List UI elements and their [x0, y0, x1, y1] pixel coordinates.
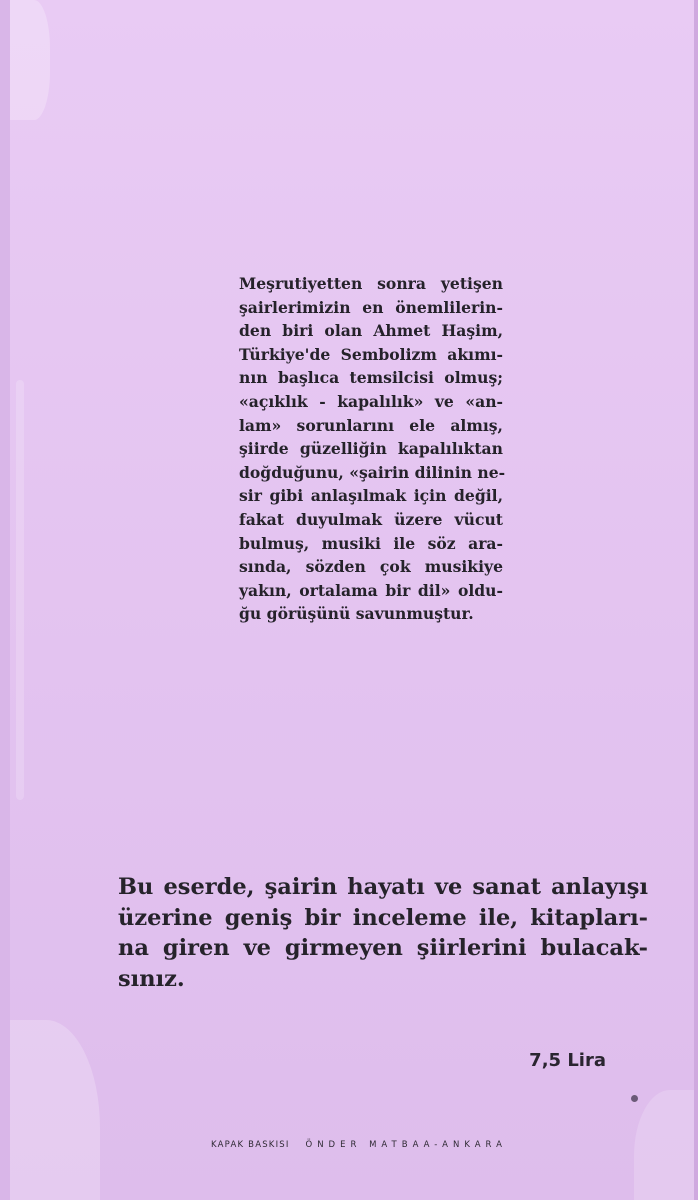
book-summary — [118, 872, 648, 994]
blurb-line: fakat duyulmak üzere vücut — [239, 509, 503, 529]
author-blurb — [239, 272, 506, 626]
summary-line: sınız. — [118, 965, 185, 992]
cover-wear-mark — [16, 380, 24, 800]
imprint-cover-printing: KAPAK BASKISI — [211, 1140, 290, 1150]
blurb-line: den biri olan Ahmet Haşim, — [239, 321, 503, 341]
blurb-line: lam» sorunlarını ele almış, — [239, 415, 503, 435]
blurb-line: doğduğunu, «şairin dilinin ne- — [239, 462, 506, 482]
summary-line: na giren ve girmeyen şiirlerini bulacak- — [118, 935, 648, 961]
blurb-line: Meşrutiyetten sonra yetişen — [239, 274, 503, 293]
print-dot — [631, 1095, 638, 1102]
blurb-line: şiirde güzelliğin kapalılıktan — [239, 439, 503, 459]
blurb-line: Türkiye'de Sembolizm akımı- — [239, 344, 503, 364]
blurb-line: sir gibi anlaşılmak için değil, — [239, 486, 503, 506]
summary-line: üzerine geniş bir inceleme ile, kitapları- — [118, 904, 648, 931]
cover-wear-mark — [10, 0, 50, 120]
blurb-line: yakın, ortalama bir dil» oldu- — [239, 580, 503, 600]
blurb-line: ğu görüşünü savunmuştur. — [239, 604, 474, 624]
blurb-line: nın başlıca temsilcisi olmuş; — [239, 368, 503, 388]
blurb-line: şairlerimizin en önemlilerin- — [239, 297, 503, 317]
blurb-line: bulmuş, musiki ile söz ara- — [239, 533, 503, 553]
blurb-line: sında, sözden çok musikiye — [239, 557, 503, 577]
blurb-line: «açıklık - kapalılık» ve «an- — [239, 391, 503, 411]
price-label: 7,5 Lira — [529, 1050, 606, 1071]
cover-wear-mark — [10, 1020, 100, 1200]
imprint-printer-name: ÖNDER MATBAA-ANKARA — [305, 1140, 507, 1150]
summary-line: Bu eserde, şairin hayatı ve sanat anlayışı — [118, 874, 648, 900]
printer-imprint — [10, 1140, 698, 1150]
